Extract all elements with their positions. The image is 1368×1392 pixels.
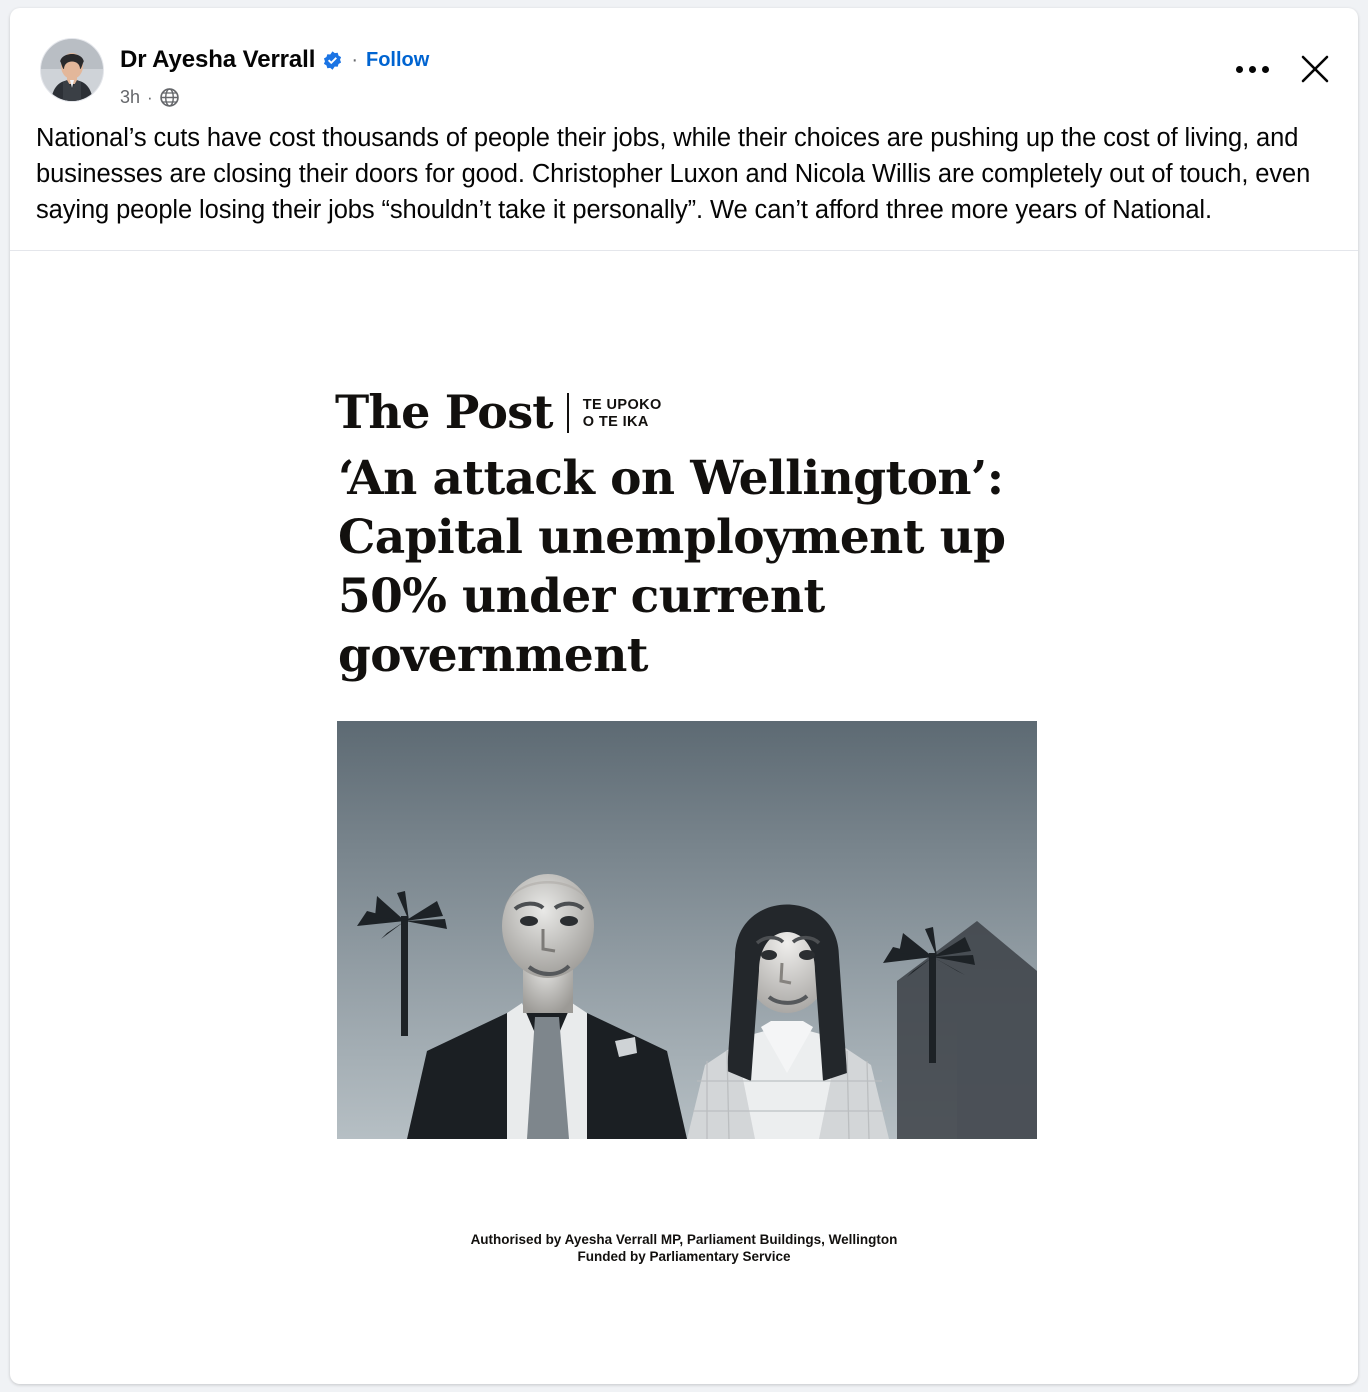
masthead-subtitle (583, 397, 662, 431)
follow-button[interactable]: Follow (365, 48, 430, 71)
article-photo (337, 721, 1037, 1139)
poster-graphic (10, 251, 1358, 1323)
post-timestamp[interactable]: 3h (120, 87, 141, 107)
close-icon[interactable] (1298, 52, 1332, 86)
author-name[interactable]: Dr Ayesha Verrall (120, 46, 316, 73)
post-attachment-image[interactable] (10, 251, 1358, 1323)
article-headline: ‘An attack on Wellington’: Capital unemployment up 50% under current government (338, 451, 1006, 683)
name-separator: · (351, 48, 358, 71)
more-options-icon[interactable] (1232, 54, 1272, 84)
masthead-title: The Post (335, 385, 553, 439)
meta-separator: · (147, 87, 153, 107)
masthead-subtitle-line1: TE UPOKO (582, 397, 662, 413)
authorisation-statement (10, 1231, 1358, 1265)
globe-icon[interactable] (160, 88, 179, 107)
authorisation-line-1: Authorised by Ayesha Verrall MP, Parliament Buildings, Wellington (470, 1232, 898, 1247)
verified-badge-icon (322, 50, 343, 71)
header-actions (1232, 52, 1332, 86)
post-body-text: National’s cuts have cost thousands of people their jobs, while their choices are pushing up the cost of living, and businesses are closing their doors for good. Christopher Luxon and Nicola Willis are completely out of touch, even saying people losing their jobs “shouldn’t take it personally”. We can’t afford three more years of National. (36, 124, 1311, 224)
masthead-subtitle-line2: O TE IKA (582, 414, 649, 430)
facebook-post-card (10, 8, 1358, 1384)
avatar[interactable] (40, 38, 104, 102)
post-header (10, 8, 1358, 112)
authorisation-line-2: Funded by Parliamentary Service (577, 1249, 791, 1264)
post-meta (120, 87, 179, 108)
the-post-masthead (335, 385, 662, 439)
author-row (120, 46, 429, 74)
masthead-divider (567, 393, 569, 433)
